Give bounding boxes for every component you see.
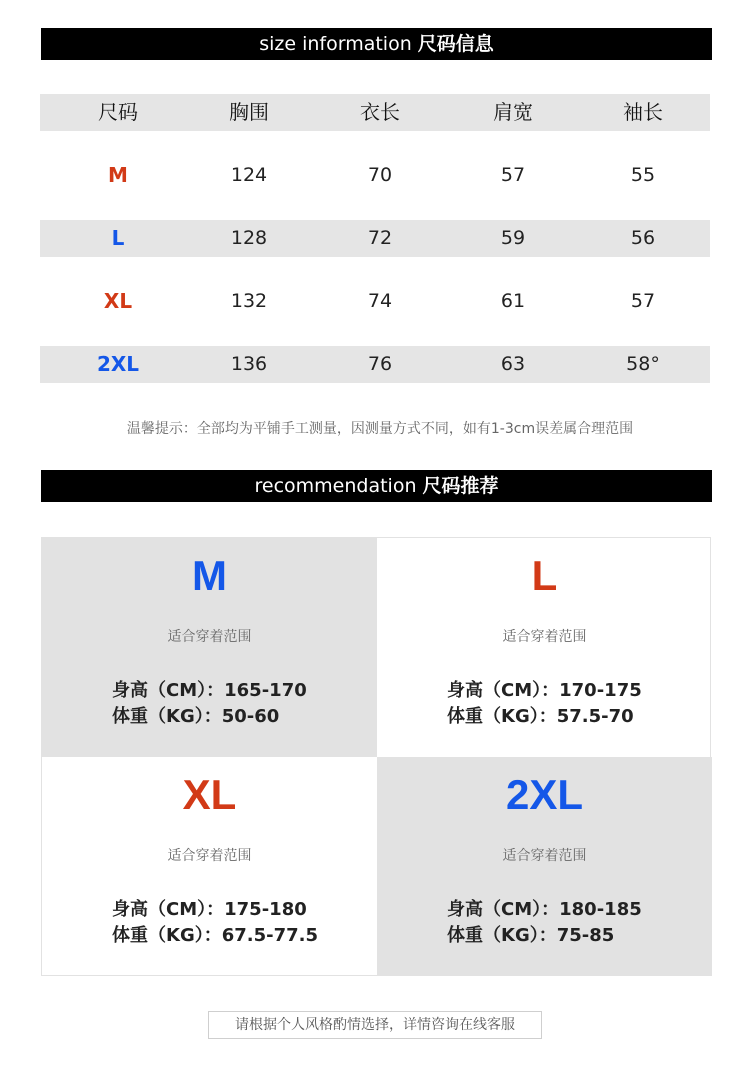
recommend-range-label: 适合穿着范围 bbox=[167, 629, 252, 645]
recommend-range-label: 适合穿着范围 bbox=[502, 848, 587, 864]
recommend-card-m bbox=[42, 538, 377, 757]
recommend-range-label: 适合穿着范围 bbox=[167, 848, 252, 864]
table-row bbox=[40, 220, 710, 257]
recommendation-grid bbox=[41, 537, 711, 976]
row-sleeve: 58° bbox=[626, 353, 660, 375]
recommend-size: 2XL bbox=[505, 771, 584, 818]
row-shoulder: 57 bbox=[500, 164, 526, 186]
recommend-range-label: 适合穿着范围 bbox=[502, 629, 587, 645]
table-row bbox=[40, 157, 710, 194]
size-table-header bbox=[40, 94, 710, 131]
row-size-label: M bbox=[108, 163, 128, 187]
row-length: 70 bbox=[367, 164, 393, 186]
row-size-label: L bbox=[111, 226, 125, 250]
size-table bbox=[40, 94, 710, 383]
header-chest: 胸围 bbox=[229, 100, 269, 124]
row-sleeve: 56 bbox=[630, 227, 656, 249]
recommend-size: XL bbox=[182, 771, 237, 818]
recommend-card-l bbox=[377, 538, 712, 757]
row-length: 74 bbox=[367, 290, 393, 312]
row-size-label: XL bbox=[103, 289, 133, 313]
size-info-banner-en: size information bbox=[259, 33, 412, 55]
row-chest: 128 bbox=[230, 227, 268, 249]
recommend-card-xl bbox=[42, 757, 377, 976]
header-shoulder: 肩宽 bbox=[493, 100, 533, 124]
table-row bbox=[40, 346, 710, 383]
size-info-banner-cn: 尺码信息 bbox=[417, 33, 494, 55]
row-chest: 124 bbox=[230, 164, 268, 186]
header-size: 尺码 bbox=[98, 100, 138, 124]
recommend-size: L bbox=[531, 552, 558, 599]
recommend-size: M bbox=[192, 552, 227, 599]
row-chest: 136 bbox=[230, 353, 268, 375]
row-size-label: 2XL bbox=[96, 352, 140, 376]
row-shoulder: 61 bbox=[500, 290, 526, 312]
recommendation-banner bbox=[41, 470, 712, 502]
recommendation-banner-en: recommendation bbox=[254, 475, 417, 497]
row-chest: 132 bbox=[230, 290, 268, 312]
row-shoulder: 63 bbox=[500, 353, 526, 375]
recommend-height: 身高（CM）：165-170 bbox=[112, 680, 307, 701]
recommend-weight: 体重（KG）：57.5-70 bbox=[447, 706, 634, 727]
row-length: 76 bbox=[367, 353, 393, 375]
measurement-tip: 温馨提示：全部均为平铺手工测量，因测量方式不同，如有1-3cm误差属合理范围 bbox=[126, 421, 634, 437]
row-length: 72 bbox=[367, 227, 393, 249]
table-row bbox=[40, 283, 710, 320]
recommend-height: 身高（CM）：170-175 bbox=[447, 680, 642, 701]
recommendation-banner-cn: 尺码推荐 bbox=[422, 475, 499, 497]
recommend-weight: 体重（KG）：75-85 bbox=[447, 925, 615, 946]
row-shoulder: 59 bbox=[500, 227, 526, 249]
header-sleeve: 袖长 bbox=[623, 100, 663, 124]
row-sleeve: 57 bbox=[630, 290, 656, 312]
row-sleeve: 55 bbox=[630, 164, 656, 186]
recommend-weight: 体重（KG）：67.5-77.5 bbox=[112, 925, 319, 946]
recommend-height: 身高（CM）：180-185 bbox=[447, 899, 642, 920]
recommend-height: 身高（CM）：175-180 bbox=[112, 899, 307, 920]
footer-note: 请根据个人风格酌情选择，详情咨询在线客服 bbox=[208, 1011, 542, 1039]
header-length: 衣长 bbox=[360, 100, 400, 124]
recommend-card-2xl bbox=[377, 757, 712, 976]
size-info-banner bbox=[41, 28, 712, 60]
recommend-weight: 体重（KG）：50-60 bbox=[112, 706, 280, 727]
